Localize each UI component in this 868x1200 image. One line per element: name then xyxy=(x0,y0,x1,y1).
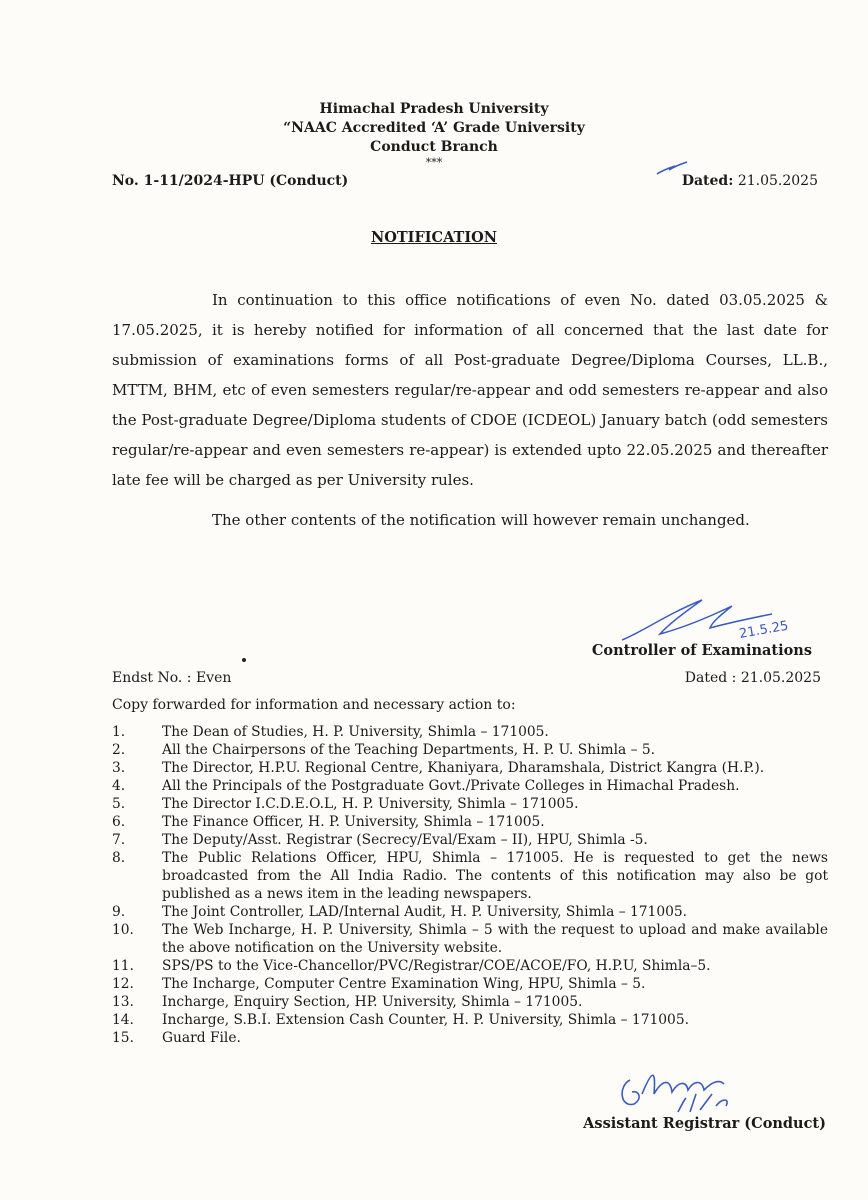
list-item: 7. The Deputy/Asst. Registrar (Secrecy/Eval/Exam – II), HPU, Shimla -5. xyxy=(112,832,648,848)
controller-signatory: Controller of Examinations xyxy=(591,642,812,659)
assistant-registrar-signatory: Assistant Registrar (Conduct) xyxy=(583,1115,826,1132)
list-item: 12. The Incharge, Computer Centre Examination Wing, HPU, Shimla – 5. xyxy=(112,976,646,992)
letterhead xyxy=(0,100,868,169)
body-paragraph-1: In continuation to this office notifications of even No. dated 03.05.2025 & 17.05.2025, it is hereby notified for information of all concerned that the last date for submission of examinations forms of all Post-graduate Degree/Diploma Courses, LL.B., MTTM, BHM, etc of even semesters regular/re-appear and odd semesters re-appear and also the Post-graduate Degree/Diploma students of CDOE (ICDEOL) January batch (odd semesters regular/re-appear and even semesters re-appear) is extended upto 22.05.2025 and thereafter late fee will be charged as per University rules. xyxy=(112,291,828,489)
tick-mark-icon xyxy=(655,160,689,178)
assistant-registrar-signature-icon xyxy=(612,1050,812,1120)
endorsement-number: Endst No. : Even xyxy=(112,670,232,686)
list-item: 14. Incharge, S.B.I. Extension Cash Counter, H. P. University, Shimla – 171005. xyxy=(112,1012,689,1028)
ink-dot xyxy=(242,658,246,662)
dated-label: Dated: xyxy=(681,173,734,189)
list-item: 4. All the Principals of the Postgraduate Govt./Private Colleges in Himachal Pradesh. xyxy=(112,778,740,794)
list-item: 8. The Public Relations Officer, HPU, Shimla – 171005. He is requested to get the news broadcasted from the All India Radio. The contents of this notification may also be got published as a news item in the leading newspapers. xyxy=(112,850,828,902)
list-item: 5. The Director I.C.D.E.O.L, H. P. University, Shimla – 171005. xyxy=(112,796,579,812)
dated-value: 21.05.2025 xyxy=(737,173,818,189)
reference-line xyxy=(112,173,818,189)
recipient-list xyxy=(112,723,828,1047)
endorsement-line xyxy=(112,670,821,686)
body-paragraph-2: The other contents of the notification will however remain unchanged. xyxy=(212,511,750,529)
reference-number: No. 1-11/2024-HPU (Conduct) xyxy=(112,173,349,189)
list-item: 9. The Joint Controller, LAD/Internal Audit, H. P. University, Shimla – 171005. xyxy=(112,904,688,920)
notification-body xyxy=(112,285,828,535)
list-item: 2. All the Chairpersons of the Teaching Departments, H. P. U. Shimla – 5. xyxy=(112,742,656,758)
list-item: 15. Guard File. xyxy=(112,1030,241,1046)
list-item: 6. The Finance Officer, H. P. University, Shimla – 171005. xyxy=(112,814,545,830)
copy-forwarded-line: Copy forwarded for information and necessary action to: xyxy=(112,697,516,713)
svg-text:21.5.25: 21.5.25 xyxy=(738,618,790,642)
list-item: 13. Incharge, Enquiry Section, HP. University, Shimla – 171005. xyxy=(112,994,583,1010)
endorsement-date: Dated : 21.05.2025 xyxy=(684,670,821,686)
document-title: NOTIFICATION xyxy=(371,229,497,246)
list-item: 11. SPS/PS to the Vice-Chancellor/PVC/Registrar/COE/ACOE/FO, H.P.U, Shimla–5. xyxy=(112,958,711,974)
university-name: Himachal Pradesh University xyxy=(319,101,549,117)
header-separator: *** xyxy=(425,156,443,169)
list-item: 3. The Director, H.P.U. Regional Centre, Khaniyara, Dharamshala, District Kangra (H.P.). xyxy=(112,760,765,776)
list-item: 10. The Web Incharge, H. P. University, Shimla – 5 with the request to upload and make available the above notification on the University website. xyxy=(112,922,828,956)
branch-name: Conduct Branch xyxy=(370,139,498,155)
reference-date xyxy=(682,173,818,189)
accreditation-line: “NAAC Accredited ‘A’ Grade University xyxy=(283,120,585,136)
list-item: 1. The Dean of Studies, H. P. University, Shimla – 171005. xyxy=(112,724,549,740)
